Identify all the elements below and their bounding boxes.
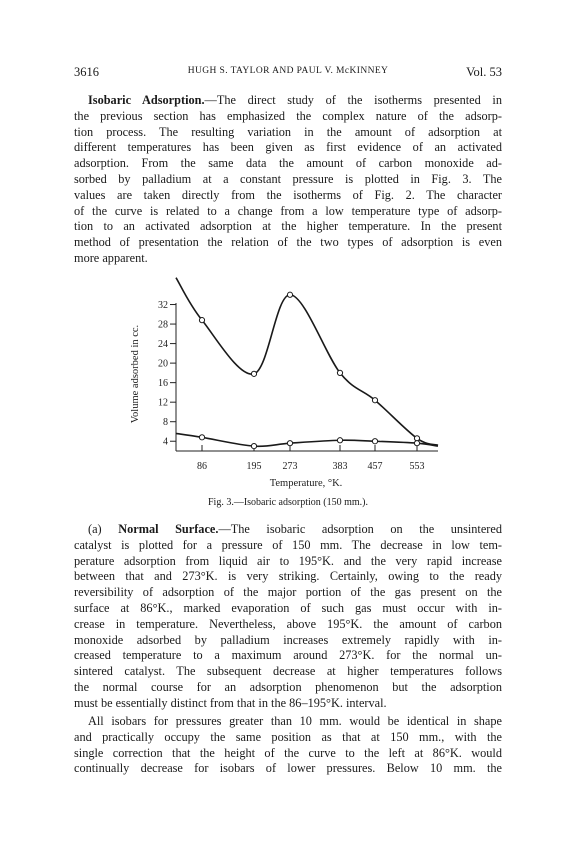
x-axis-title: Temperature, °K.	[269, 478, 343, 489]
paragraph-line: continually decrease for isobars of lower pressures. Below 10 mm. the	[74, 761, 502, 776]
x-ticks	[197, 445, 425, 472]
paragraph-line: values are taken directly from the isotherms of Fig. 2. The character	[74, 187, 502, 202]
x-tick-label: 195	[246, 461, 262, 472]
paragraph-line: different temperatures has been given as first evidence of an activated	[74, 140, 502, 155]
paragraph-line: surface at 86°K., marked evaporation of such gas must occur with in-	[74, 600, 502, 615]
y-tick-label: 16	[158, 378, 168, 390]
y-tick-label: 32	[158, 300, 168, 312]
subsection-label: (a)	[88, 522, 102, 536]
data-point	[287, 441, 292, 446]
paragraph-isobars-pressure	[74, 714, 502, 777]
paragraph-line: and practically occupy the same position as that at 150 mm., with the	[74, 729, 502, 744]
subsection-heading: Normal Surface.	[118, 522, 219, 536]
data-point	[251, 371, 256, 376]
series-line-2	[176, 433, 438, 446]
paragraph-line: the previous section has emphasized the complex nature of the adsorp-	[74, 108, 502, 123]
data-point	[337, 370, 342, 375]
x-tick-label: 553	[409, 461, 425, 472]
page-number: 3616	[74, 65, 99, 79]
paragraph-line: monoxide adsorbed by palladium increases extremely rapidly with in-	[74, 632, 502, 647]
y-tick-label: 12	[158, 397, 168, 409]
chart-axes	[176, 303, 438, 451]
paragraph-line: single correction that the height of the curve to the left at 86°K. would	[74, 745, 502, 760]
paragraph-line: perature adsorption from liquid air to 195°K. and the very rapid increase	[74, 553, 502, 568]
paragraph-line: (a) Normal Surface.—The isobaric adsorption on the unsintered	[88, 522, 502, 536]
y-tick-label: 20	[158, 358, 168, 370]
x-tick-label: 457	[367, 461, 383, 472]
paragraph-line: crease in temperature. Nevertheless, above 195°K. the amount of carbon	[74, 616, 502, 631]
y-tick-label: 28	[158, 319, 168, 331]
paragraph-line: the normal course for an adsorption phenomenon but the adsorption	[74, 679, 502, 694]
paragraph-line: more apparent.	[74, 250, 148, 265]
paragraph-line: sorbed by palladium at a constant pressure is plotted in Fig. 3. The	[74, 171, 502, 186]
y-tick-label: 24	[158, 339, 168, 351]
paragraph-line: All isobars for pressures greater than 10 mm. would be identical in shape	[88, 714, 502, 728]
paragraph-normal-surface	[74, 522, 502, 712]
paragraph-line: method of presentation the relation of the two types of adsorption is even	[74, 235, 502, 250]
paragraph-line: adsorption. From the same data the amount of carbon monoxide ad-	[74, 156, 502, 171]
data-point	[372, 398, 377, 403]
data-point	[199, 318, 204, 323]
y-axis-title: Volume adsorbed in cc.	[130, 324, 141, 424]
data-point	[337, 438, 342, 443]
paragraph-line: tion process. The resulting variation in the amount of adsorption at	[74, 124, 502, 139]
chart-curves	[176, 278, 438, 447]
y-tick-label: 4	[163, 436, 168, 448]
paragraph-line: must be essentially distinct from that in the 86–195°K. interval.	[74, 695, 387, 710]
data-point	[251, 444, 256, 449]
paragraph-line: sintered catalyst. The subsequent decrease at higher temperatures follows	[74, 664, 502, 679]
paragraph-line: of the curve is related to a change from a low temperature type of adsorp-	[74, 203, 502, 218]
series-line-1	[176, 278, 438, 445]
y-tick-label: 8	[163, 417, 168, 429]
paragraph-line: tion to an activated adsorption at the higher temperature. In the present	[74, 219, 502, 234]
data-point	[287, 292, 292, 297]
volume-number: Vol. 53	[466, 65, 502, 79]
x-tick-label: 86	[197, 461, 207, 472]
x-tick-label: 383	[332, 461, 348, 472]
data-point	[372, 439, 377, 444]
paragraph-line: Isobaric Adsorption.—The direct study of the isotherms presented in	[88, 93, 502, 107]
paragraph-line: between that and 273°K. is very striking. Certainly, owing to the ready	[74, 569, 502, 584]
paragraph-line: reversibility of adsorption of the major portion of the gas present on the	[74, 585, 502, 600]
figure-caption: Fig. 3.—Isobaric adsorption (150 mm.).	[208, 497, 368, 508]
data-point	[414, 441, 419, 446]
y-ticks	[158, 300, 176, 448]
section-heading: Isobaric Adsorption.	[88, 93, 205, 107]
x-tick-label: 273	[282, 461, 298, 472]
paragraph-line: catalyst is plotted for a pressure of 150 mm. The decrease in low tem-	[74, 537, 502, 552]
data-point	[199, 435, 204, 440]
paragraph-line: creased temperature to a maximum around 273°K. for the normal un-	[74, 648, 502, 663]
running-authors: HUGH S. TAYLOR AND PAUL V. McKINNEY	[187, 66, 389, 76]
